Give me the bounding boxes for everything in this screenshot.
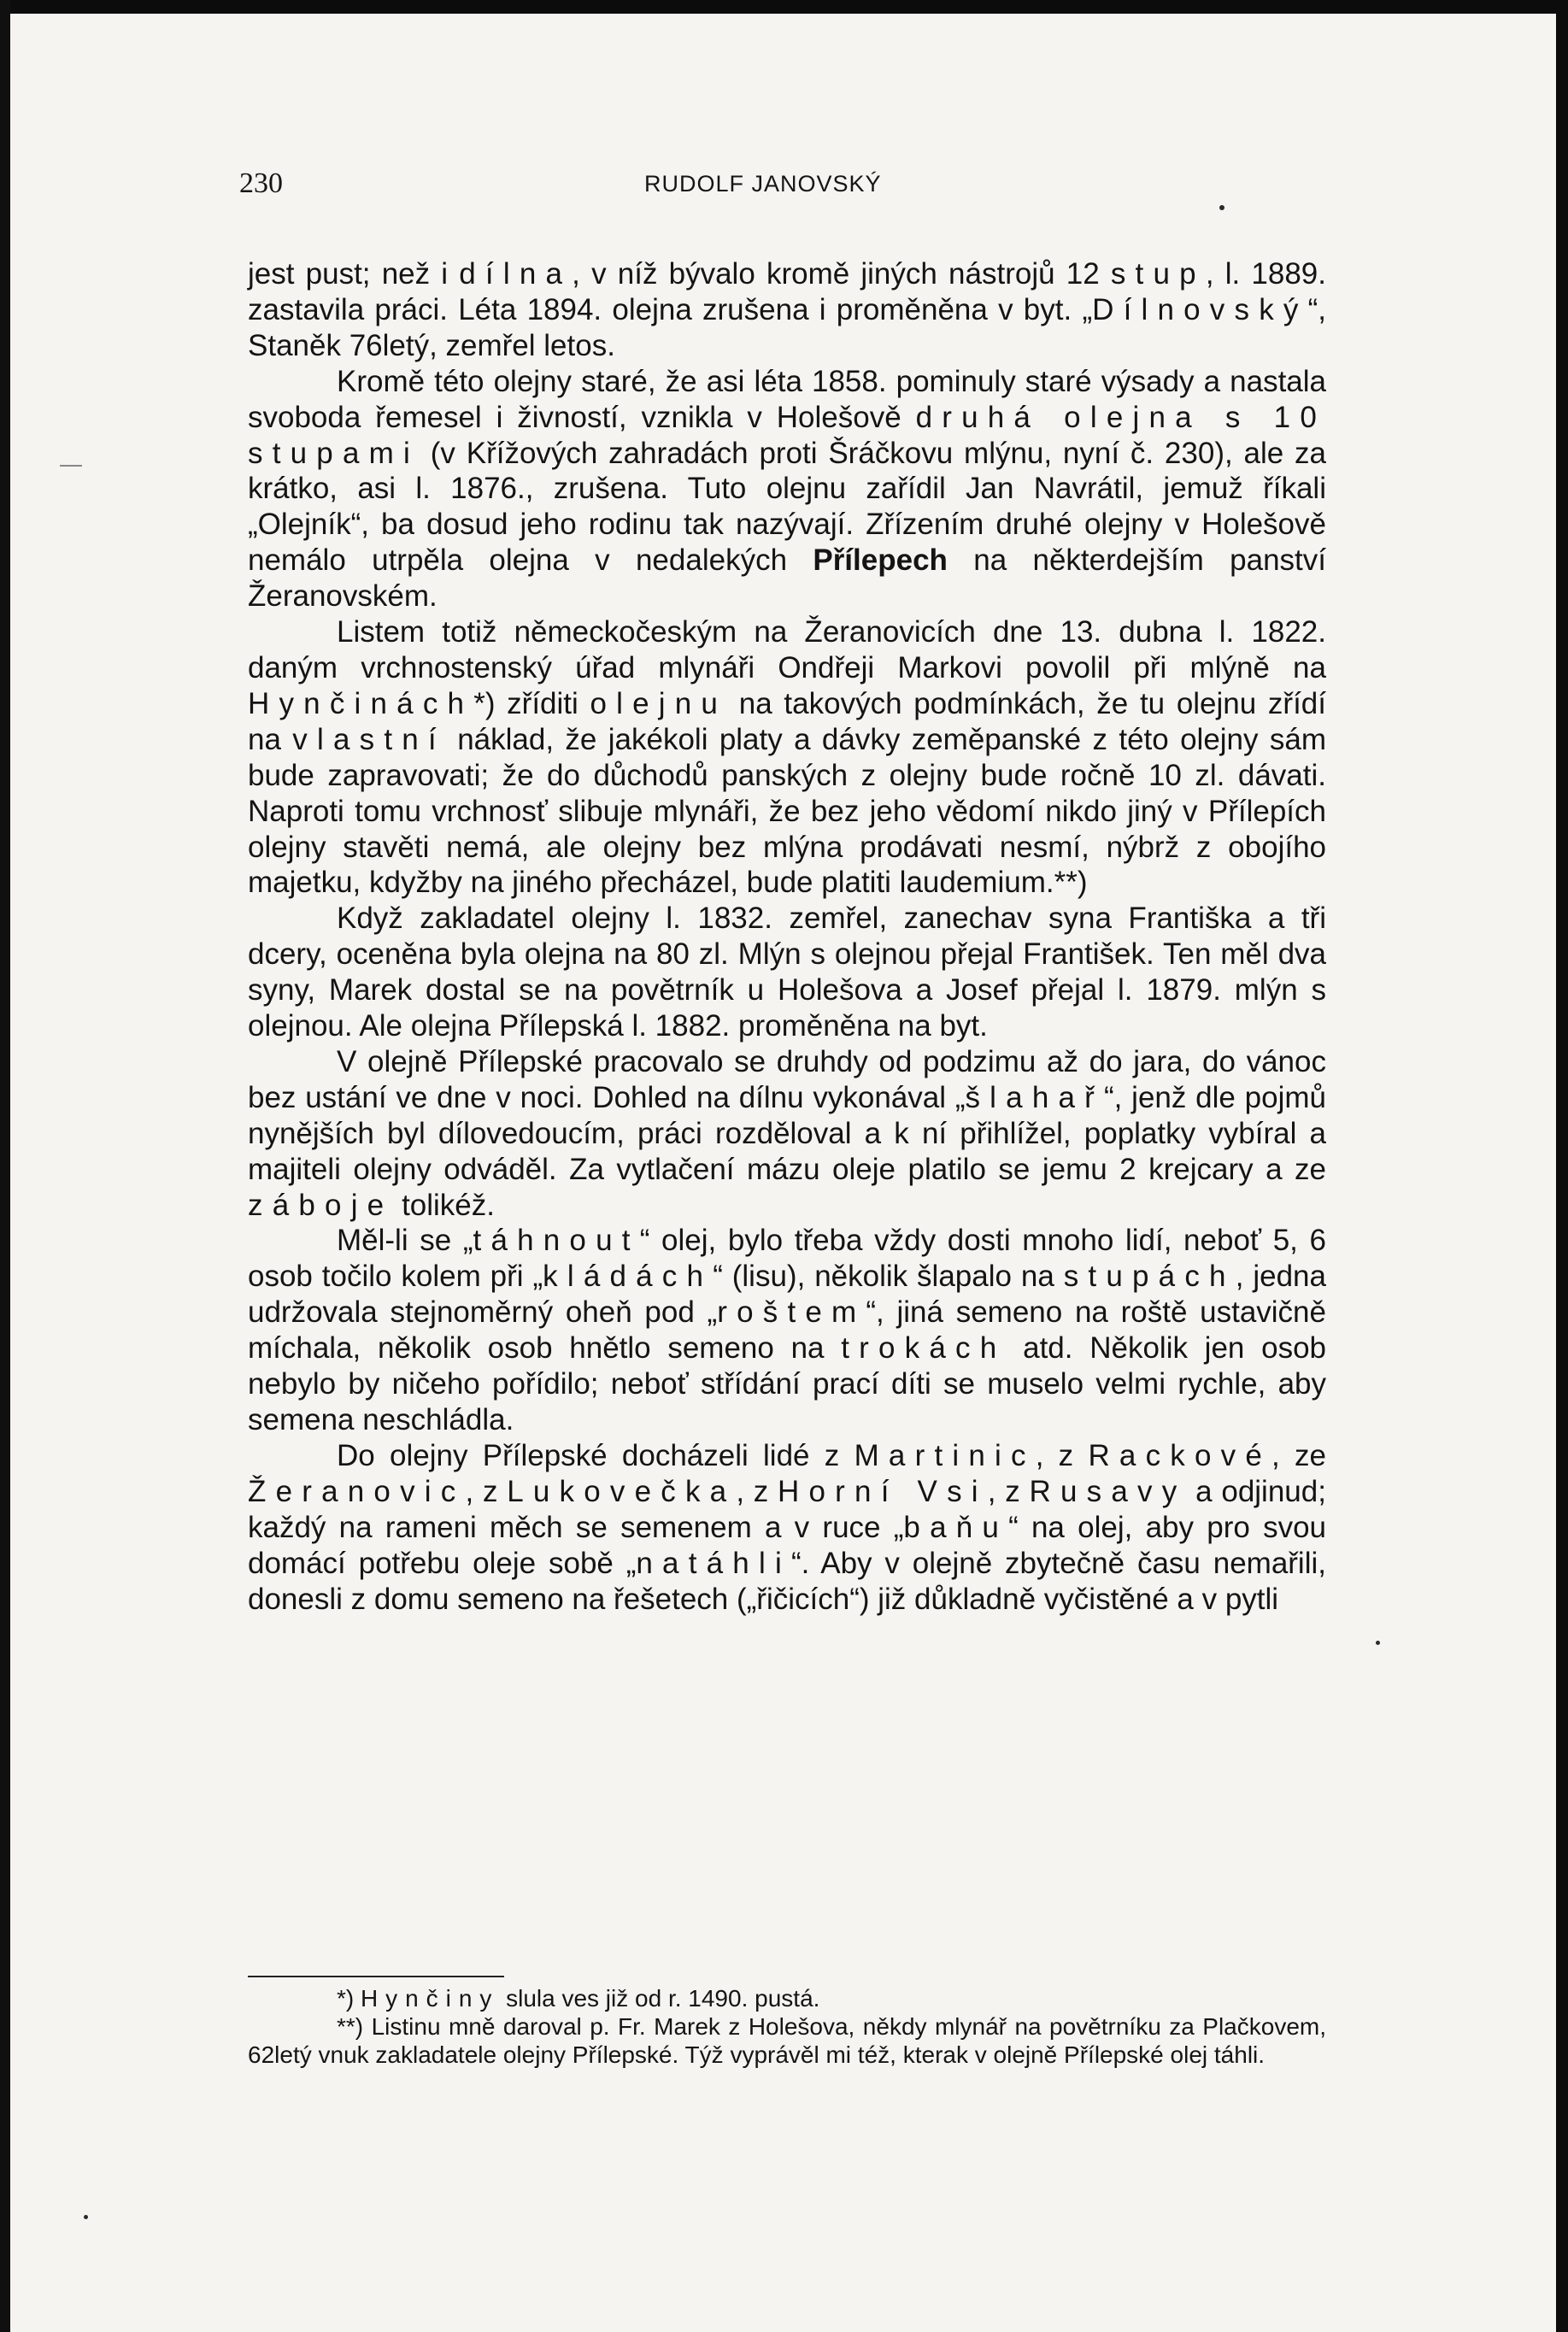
spaced-term: stupách bbox=[1063, 1260, 1236, 1294]
scan-speck bbox=[1219, 205, 1224, 210]
scan-border-right bbox=[1556, 0, 1568, 2332]
text-run: , z bbox=[465, 1474, 508, 1508]
paragraph-6 bbox=[248, 1223, 1326, 1437]
text-run: “ (lisu), několik šlapalo na bbox=[713, 1260, 1064, 1294]
spaced-term: šlahař bbox=[965, 1080, 1105, 1114]
paragraph-3 bbox=[248, 614, 1326, 901]
scan-speck bbox=[1376, 1641, 1380, 1645]
spaced-term: kládách bbox=[543, 1260, 714, 1294]
text-run: tolikéž. bbox=[393, 1188, 495, 1222]
spaced-term: dílna bbox=[459, 257, 573, 291]
text-run: *) zříditi bbox=[473, 686, 590, 720]
spaced-term: Martinic bbox=[854, 1438, 1036, 1472]
text-run: , z bbox=[987, 1474, 1030, 1508]
text-run: “ na olej, aby pro svou domácí potřebu oleje sobě „ bbox=[248, 1510, 1326, 1580]
footnote-rule bbox=[248, 1976, 504, 1977]
text-run: Do olejny Přílepské docházeli lidé z bbox=[337, 1438, 854, 1472]
text-run: , ze bbox=[1271, 1438, 1326, 1472]
spaced-term: záboje bbox=[248, 1188, 394, 1222]
text-run: **) Listinu mně daroval p. Fr. Marek z Holešova, někdy mlynář na povětrníku za Plačkovem, 62letý vnuk zakladatele olejny Přílepské. Týž vyprávěl mi též, kterak v olejně Přílepské olej táhli. bbox=[248, 2013, 1326, 2068]
spaced-term: Rusavy bbox=[1029, 1474, 1187, 1508]
running-head: RUDOLF JANOVSKÝ bbox=[644, 171, 882, 197]
text-run: Měl-li se „ bbox=[337, 1224, 473, 1258]
text-run: náklad, že jakékoli platy a dávky zeměpanské z této olejny sám bude zapravovati; že do důchodů panských z olejny bude ročně 10 zl. dávati. Naproti tomu vrchnosť slibuje mlynáři, že bez jeho vědomí nikdo jiný v Přílepích olejny stavěti nemá, ale olejny bez mlýna prodávati nesmí, nýbrž z obojího majetku, kdyžby na jiného přecházel, bude platiti laudemium.**) bbox=[248, 722, 1326, 900]
scan-speck bbox=[84, 2215, 88, 2219]
spaced-term: Hynčinách bbox=[248, 686, 474, 720]
bold-term: Přílepech bbox=[813, 543, 948, 578]
text-run: na takových podmínkách, že tu olejnu zřídí na bbox=[248, 686, 1326, 756]
footnote-2 bbox=[248, 2012, 1326, 2069]
text-run: na některdejším panství Žeranovském. bbox=[248, 543, 1326, 614]
text-run: , jedna udržovala stejnoměrný oheň pod „ bbox=[248, 1260, 1326, 1330]
body-text bbox=[248, 256, 1326, 1617]
text-run: , z bbox=[736, 1474, 778, 1508]
text-run: “, jenž dle pojmů nynějších byl dílovedoucím, práci rozděloval a k ní přihlížel, poplatky vybíral a majiteli olejny odváděl. Za vytlačení mázu oleje platilo se jemu 2 krejcary a ze bbox=[248, 1080, 1326, 1186]
spaced-term: natáhli bbox=[636, 1546, 791, 1580]
spaced-term: druhá olejna s 10 stupami bbox=[248, 400, 1326, 470]
spaced-term: Rackové bbox=[1088, 1438, 1272, 1472]
spaced-term: stup bbox=[1110, 257, 1206, 291]
spaced-term: Žeranovic bbox=[248, 1474, 466, 1508]
footnote-1 bbox=[248, 1984, 1326, 2012]
paragraph-5 bbox=[248, 1044, 1326, 1224]
text-run: V olejně Přílepské pracovalo se druhdy od podzimu až do jara, do vánoc bez ustání ve dne v noci. Dohled na dílnu vykonával „ bbox=[248, 1044, 1326, 1114]
text-run: atd. Několik jen osob nebylo by ničeho pořídilo; neboť střídání prací díti se muselo velmi rychle, aby semena neschládla. bbox=[248, 1331, 1326, 1436]
text-run: Listem totiž německočeským na Žeranovicích dne 13. dubna l. 1822. daným vrchnostenský úřad mlynáři Ondřeji Markovi povolil při mlýně na bbox=[248, 615, 1326, 684]
text-run: *) bbox=[337, 1985, 361, 2012]
text-run: , v níž bývalo kromě jiných nástrojů 12 bbox=[572, 257, 1111, 291]
text-run: , z bbox=[1035, 1438, 1089, 1472]
spaced-term: olejnu bbox=[590, 686, 728, 720]
spaced-term: Dílnovský bbox=[1092, 292, 1308, 326]
scan-border-top bbox=[0, 0, 1568, 14]
text-run: Když zakladatel olejny l. 1832. zemřel, zanechav syna Františka a tři dcery, oceněna byla olejna na 80 zl. Mlýn s olejnou přejal František. Ten měl dva syny, Marek dostal se na povětrník u Holešova a Josef přejal l. 1879. mlýn s olejnou. Ale olejna Přílepská l. 1882. proměněna na byt. bbox=[248, 902, 1326, 1043]
spaced-term: Horní Vsi bbox=[778, 1474, 988, 1508]
text-run: “, Staněk 76letý, zemřel letos. bbox=[248, 292, 1326, 362]
spaced-term: vlastní bbox=[292, 722, 446, 756]
paragraph-7 bbox=[248, 1438, 1326, 1618]
spaced-term: Lukovečka bbox=[507, 1474, 737, 1508]
text-run: , l. 1889. zastavila práci. Léta 1894. olejna zrušena i proměněna v byt. „ bbox=[248, 257, 1326, 326]
text-run: Kromě této olejny staré, že asi léta 1858. pominuly staré výsady a nastala svoboda řemesel i živností, vznikla v Holešově bbox=[248, 364, 1326, 434]
spaced-term: trokách bbox=[841, 1331, 1007, 1366]
scan-border-left bbox=[0, 0, 10, 2332]
text-run: “, jiná semeno na roště ustavičně míchala, několik osob hnětlo semeno na bbox=[248, 1295, 1326, 1366]
text-run: “ olej, bylo třeba vždy dosti mnoho lidí, neboť 5, 6 osob točilo kolem při „ bbox=[248, 1224, 1326, 1294]
paragraph-1 bbox=[248, 256, 1326, 364]
spaced-term: roštem bbox=[717, 1295, 866, 1330]
page-number: 230 bbox=[239, 167, 283, 199]
text-run: jest pust; než i bbox=[248, 257, 460, 291]
spaced-term: Hynčiny bbox=[361, 1985, 500, 2012]
text-run: “. Aby v olejně zbytečně času nemařili, donesli z domu semeno na řešetech („řičicích“) již důkladně vyčistěné a v pytli bbox=[248, 1546, 1326, 1616]
text-run: (v Křížových zahradách proti Šráčkovu mlýnu, nyní č. 230), ale za krátko, asi l. 1876., zrušena. Tuto olejnu zařídil Jan Navrátil, jemuž říkali „Olejník“, ba dosud jeho rodinu tak nazývají. Zřízením druhé olejny v Holešově nemálo utrpěla olejna v nedalekých bbox=[248, 436, 1326, 578]
text-run: a odjinud; každý na rameni měch se semenem a v ruce „ bbox=[248, 1474, 1326, 1544]
paragraph-2 bbox=[248, 364, 1326, 614]
paragraph-4 bbox=[248, 901, 1326, 1044]
spaced-term: táhnout bbox=[473, 1224, 640, 1258]
text-run: slula ves již od r. 1490. pustá. bbox=[499, 1985, 820, 2012]
scan-mark bbox=[60, 465, 82, 467]
spaced-term: baňu bbox=[903, 1510, 1009, 1544]
footnotes bbox=[248, 1984, 1326, 2069]
